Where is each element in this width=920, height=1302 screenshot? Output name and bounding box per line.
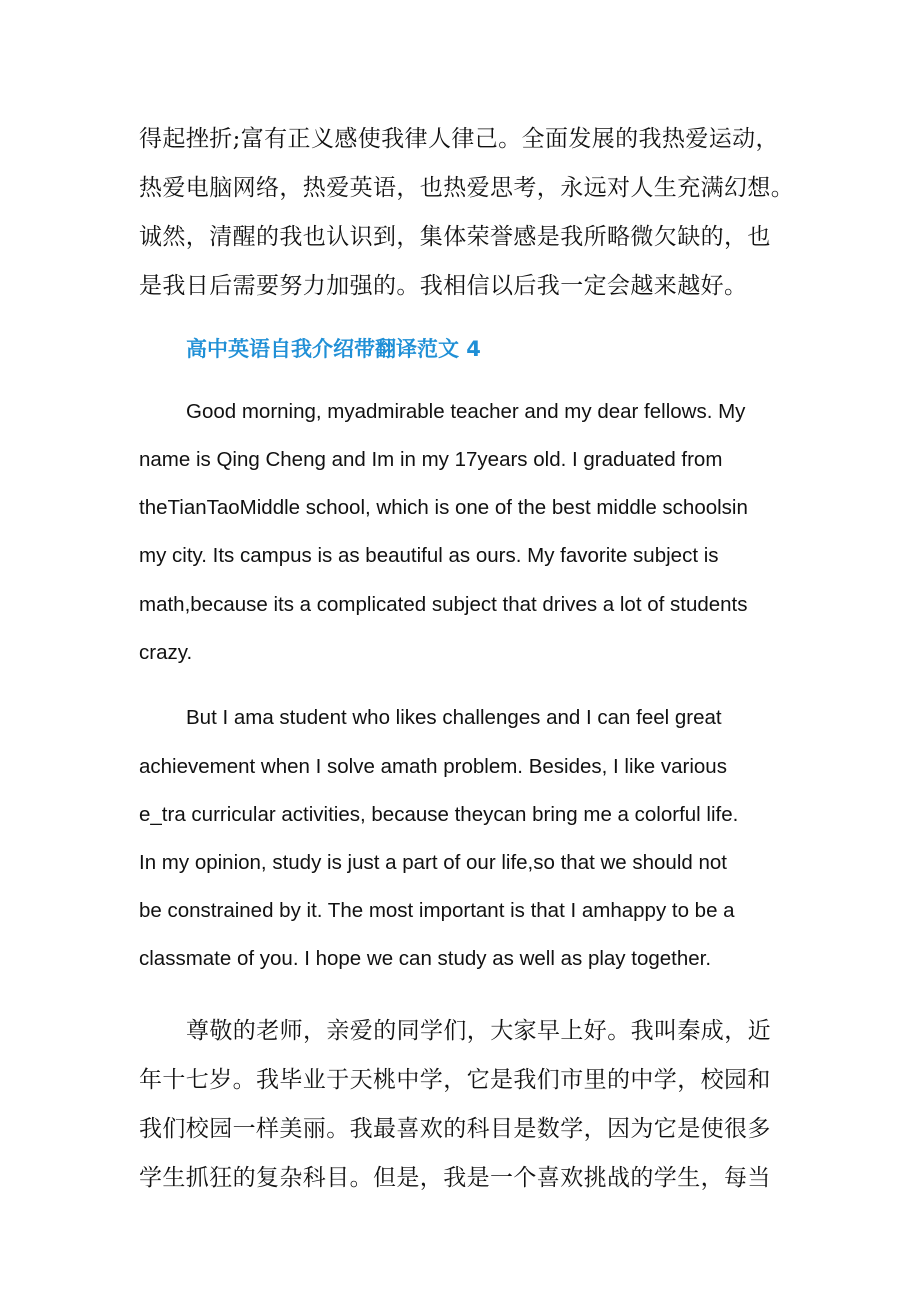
en-para2-line-5: be constrained by it. The most important is that I amhappy to be a (139, 899, 735, 922)
cn-para2-line-2: 年十七岁。我毕业于天桃中学，它是我们市里的中学，校园和 (139, 1067, 771, 1093)
en-para1-line-4: my city. Its campus is as beautiful as ours. My favorite subject is (139, 544, 719, 567)
en-para1-line-2: name is Qing Cheng and Im in my 17years old. I graduated from (139, 448, 723, 471)
en-para1-line-6: crazy. (139, 641, 193, 664)
intro-cn-line-4: 是我日后需要努力加强的。我相信以后我一定会越来越好。 (139, 273, 748, 299)
en-para2-line-4: In my opinion, study is just a part of our life,so that we should not (139, 851, 727, 874)
en-para2-line-1: But I ama student who likes challenges and I can feel great (186, 706, 722, 729)
en-para1-line-5: math,because its a complicated subject that drives a lot of students (139, 593, 748, 616)
intro-cn-line-2: 热爱电脑网络，热爱英语，也热爱思考，永远对人生充满幻想。 (139, 175, 795, 201)
cn-para2-line-1: 尊敬的老师，亲爱的同学们，大家早上好。我叫秦成，近 (186, 1018, 771, 1044)
en-para1-line-3: theTianTaoMiddle school, which is one of the best middle schoolsin (139, 496, 748, 519)
en-para1-line-1: Good morning, myadmirable teacher and my dear fellows. My (186, 400, 746, 423)
cn-para2-line-3: 我们校园一样美丽。我最喜欢的科目是数学，因为它是使很多 (139, 1116, 771, 1142)
en-para2-line-6: classmate of you. I hope we can study as well as play together. (139, 947, 712, 970)
section-heading: 高中英语自我介绍带翻译范文 4 (186, 337, 481, 361)
cn-para2-line-4: 学生抓狂的复杂科目。但是，我是一个喜欢挑战的学生，每当 (139, 1165, 771, 1191)
intro-cn-line-1: 得起挫折;富有正义感使我律人律己。全面发展的我热爱运动， (139, 126, 779, 152)
en-para2-line-3: e_tra curricular activities, because theycan bring me a colorful life. (139, 803, 739, 826)
en-para2-line-2: achievement when I solve amath problem. Besides, I like various (139, 755, 727, 778)
intro-cn-line-3: 诚然，清醒的我也认识到，集体荣誉感是我所略微欠缺的，也 (139, 224, 771, 250)
